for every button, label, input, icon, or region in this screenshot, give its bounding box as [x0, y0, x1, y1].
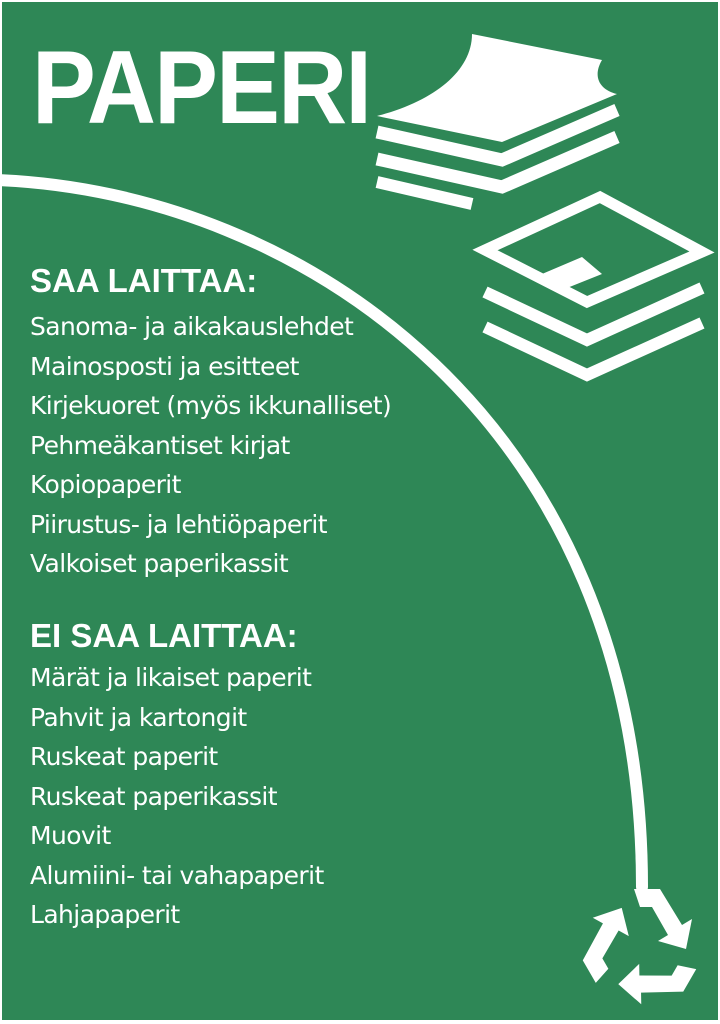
list-item: Mainosposti ja esitteet: [30, 351, 299, 381]
list-item: Pehmeäkantiset kirjat: [30, 430, 290, 460]
allowed-list: [30, 307, 391, 584]
list-item: Kopiopaperit: [30, 470, 181, 499]
recycle-icon: [567, 889, 696, 1019]
list-item: Alumiini- tai vahapaperit: [30, 860, 324, 890]
list-item: Märät ja likaiset paperit: [30, 663, 312, 692]
list-item: Lahjapaperit: [30, 900, 180, 929]
list-item: Piirustus- ja lehtiöpaperit: [30, 509, 327, 539]
allowed-heading: SAA LAITTAA:: [30, 262, 258, 299]
list-item: Pahvit ja kartongit: [30, 702, 247, 732]
poster: [2, 2, 718, 1020]
list-item: Kirjekuoret (myös ikkunalliset): [30, 391, 392, 420]
list-item: Ruskeat paperikassit: [30, 781, 277, 811]
paper-stack-icon: [377, 34, 702, 375]
list-item: Valkoiset paperikassit: [30, 549, 289, 578]
forbidden-list: [30, 658, 324, 935]
list-item: Sanoma- ja aikakauslehdet: [30, 312, 354, 341]
poster-title: PAPERI: [32, 30, 371, 146]
list-item: Muovit: [30, 821, 111, 850]
list-item: Ruskeat paperit: [30, 742, 218, 771]
forbidden-heading: EI SAA LAITTAA:: [30, 617, 298, 654]
